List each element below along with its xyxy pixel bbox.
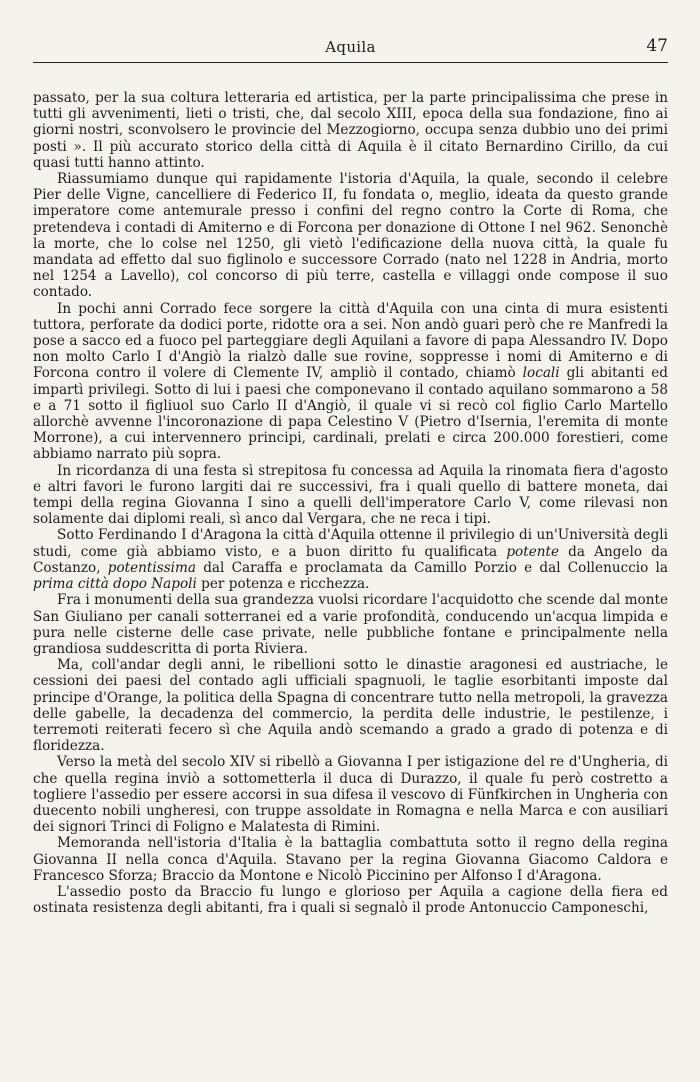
text-run: passato, per la sua coltura letteraria ed artistica, per la parte principalissima che prese in tutti gli avvenimenti, lieti o tristi, che, dal secolo XIII, epoca della sua fondazione, fino ai giorni nostri, sconvolsero le provincie del Mezzogiorno, occupa senza dubbio uno dei primi posti ». Il più accurato storico della città di Aquila è il citato Bernardino Cirillo, da cui quasi tutti hanno attinto. [33,90,668,171]
text-run: da Angelo da Costanzo, [33,543,668,576]
italic-phrase: potente [506,543,559,560]
running-title: Aquila [325,38,376,56]
paragraph [33,301,668,463]
page-number: 47 [646,36,668,56]
text-run: Memoranda nell'istoria d'Italia è la battaglia combattuta sotto il regno della regina Giovanna II nella conca d'Aquila. Stavano per la regina Giovanna Giacomo Caldora e Francesco Sforza; Braccio da Montone e Nicolò Piccinino per Alfonso I d'Aragona. [33,835,668,884]
text-run: Ma, coll'andar degli anni, le ribellioni sotto le dinastie aragonesi ed austriache, le cessioni dei paesi del contado agli ufficiali spagnuoli, le taglie esorbitanti imposte dal principe d'Orange, la politica della Spagna di concentrare tutto nella metropoli, la gravezza delle gabelle, la decadenza del commercio, la perdita delle industrie, le pestilenze, i terremoti reiterati fecero sì che Aquila andò scemando a grado a grado di potenza e di floridezza. [33,657,668,755]
text-run: Fra i monumenti della sua grandezza vuolsi ricordare l'acquidotto che scende dal monte San Giuliano per canali sotterranei ed a varie profondità, conducendo un'acqua limpida e pura nelle cisterne delle case private, nelle pubbliche fontane e principalmente nella grandiosa suddescritta di porta Riviera. [33,592,668,657]
text-run: In ricordanza di una festa sì strepitosa fu concessa ad Aquila la rinomata fiera d'agosto e altri favori le furono largiti dai re successivi, fra i quali quello di battere moneta, dai tempi della regina Giovanna I sino a quelli dell'imperatore Carlo V, come rilevasi non solamente dai diplomi reali, sì anco dal Vergara, che ne reca i tipi. [33,462,668,528]
text-run: dal Caraffa e proclamata da Camillo Porzio e dal Collenuccio la [196,559,668,576]
page-header [33,36,668,63]
paragraph [33,171,668,301]
body-text [33,90,668,916]
text-run: Verso la metà del secolo XIV si ribellò a Giovanna I per istigazione del re d'Ungheria, di che quella regina inviò a sottometterla il duca di Durazzo, il quale fu però costretto a togliere l'assedio per essere accorsi in sua difesa il vescovo di Fünfkirchen in Ungheria con duecento nobili ungheresi, con truppe assoldate in Romagna e nella Marca e con ausiliari dei signori Trinci di Foligno e Malatesta di Rimini. [33,754,668,836]
text-run: per potenza e ricchezza. [196,576,370,593]
paragraph [33,754,668,835]
paragraph [33,835,668,884]
text-run: Sotto Ferdinando I d'Aragona la città d'Aquila ottenne il privilegio di un'Università degli studi, come già abbiamo visto, e a buon diritto fu qualificata [33,527,668,560]
text-run: gli abitanti ed impartì privilegi. Sotto di lui i paesi che componevano il contado aquilano sommarono a 58 e a 71 sotto il figliuol suo Carlo II d'Angiò, il quale vi si recò col figlio Carlo Martello allorchè avvenne l'incoronazione di papa Celestino V (Pietro d'Isernia, l'eremita di monte Morrone), a cui intervennero principi, cardinali, prelati e circa 200.000 forestieri, come abbiamo narrato più sopra. [33,365,668,463]
text-run: Riassumiamo dunque qui rapidamente l'istoria d'Aquila, la quale, secondo il celebre Pier delle Vigne, cancelliere di Federico II, fu fondata o, meglio, ideata da questo grande imperatore come antemurale presso i confini del regno contro la Corte di Roma, che pretendeva i contadi di Amiterno e di Forcona per donazione di Ottone I nel 962. Senonchè la morte, che lo colse nel 1250, gli vietò l'edificazione della nuova città, la quale fu mandata ad effetto dal suo figlinolo e successore Corrado (nato nel 1228 in Andria, morto nel 1254 a Lavello), col concorso di più terre, castella e villaggi onde compose il suo contado. [33,171,668,301]
text-run: In pochi anni Corrado fece sorgere la città d'Aquila con una cinta di mura esistenti tuttora, perforate da dodici porte, ridotte ora a sei. Non andò guari però che re Manfredi la pose a sacco ed a fuoco pel parteggiare degli Aquilani a favore di papa Alessandro IV. Dopo non molto Carlo I d'Angiò la rialzò dalle sue rovine, soppresse i nomi di Amiterno e di Forcona contro il volere di Clemente IV, ampliò il contado, chiamò [33,300,668,382]
italic-phrase: locali [522,365,560,382]
paragraph [33,463,668,528]
italic-phrase: potentissima [107,559,197,576]
italic-phrase: prima città dopo Napoli [33,576,197,593]
paragraph [33,90,668,171]
paragraph [33,592,668,657]
paragraph [33,527,668,592]
paragraph [33,657,668,754]
paragraph [33,884,668,916]
text-run: L'assedio posto da Braccio fu lungo e glorioso per Aquila a cagione della fiera ed ostinata resistenza degli abitanti, fra i quali si segnalò il prode Antonuccio Camponeschi, [33,883,668,917]
